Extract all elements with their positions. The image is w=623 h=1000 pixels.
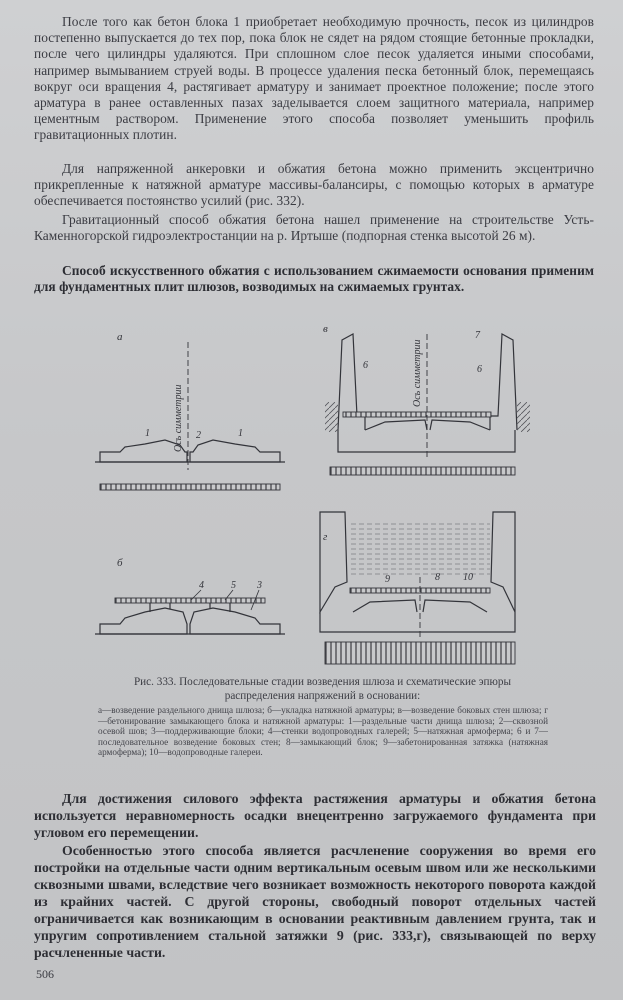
paragraph-4: Способ искусственного обжатия с использованием сжимаемости основания применим для фундаментных плит шлюзов, возводимых на сжимаемых грунтах. xyxy=(34,263,594,295)
panel-g xyxy=(320,512,515,664)
lock-construction-diagram xyxy=(95,312,535,672)
svg-text:9: 9 xyxy=(385,574,390,585)
svg-text:10: 10 xyxy=(463,572,473,583)
svg-text:6: 6 xyxy=(477,364,482,375)
panel-label-b: б xyxy=(117,557,123,569)
paragraph-1: После того как бетон блока 1 приобретает необходимую прочность, песок из цилиндров постепенно выпускается до тех пор, пока блок не сядет на рядом стоящие бетонные прокладки, после чего цилиндры удаляются. При сплошном слое песок удаляется иными способами, например вымыванием струей воды. В процессе удаления песка бетонный блок, перемещаясь вокруг оси вращения 4, растягивает арматуру и занимает проектное положение; после этого арматура в ранее оставленных пазах заделывается слоем защитного материала, например цементным раствором. Применение этого способа позволяет уменьшить профиль гравитационных плотин. xyxy=(34,14,594,143)
svg-text:2: 2 xyxy=(196,430,201,441)
svg-text:6: 6 xyxy=(363,360,368,371)
panel-label-a: а xyxy=(117,331,123,343)
axis-label-v: Ось симметрии xyxy=(412,339,423,407)
paragraph-2: Для напряженной анкеровки и обжатия бетона можно применить эксцентрично прикрепленные к натяжной арматуре массивы-балансиры, с помощью которых в арматуре обеспечивается постоянство усилий (рис. 332). xyxy=(34,161,594,209)
svg-text:8: 8 xyxy=(435,572,440,583)
paragraph-3: Гравитационный способ обжатия бетона нашел применение на строительстве Усть-Каменногорской гидроэлектростанции на р. Иртыше (подпорная стенка высотой 26 м). xyxy=(34,212,594,244)
figure-caption-legend: а—возведение раздельного днища шлюза; б—укладка натяжной арматуры; в—возведение боковых стен шлюза; г—бетонирование замыкающего блока и натяжной арматуры: 1—раздельные части днища шлюза; 2—сквозной осевой шов; 3—поддерживающие блоки; 4—стенки водопроводных галерей; 5—натяжная армоферма; 6 и 7—последовательное возведение боковых стен; 8—замыкающий блок; 9—забетонированная затяжка (натяжная армоферма); 10—водопроводные галереи. xyxy=(98,705,548,758)
svg-text:7: 7 xyxy=(475,330,480,341)
panel-b xyxy=(95,557,285,634)
svg-text:1: 1 xyxy=(238,428,243,439)
panel-v xyxy=(323,323,530,475)
svg-text:4: 4 xyxy=(199,580,204,591)
panel-label-v: в xyxy=(323,323,328,335)
svg-text:3: 3 xyxy=(257,580,262,591)
paragraph-6: Особенностью этого способа является расчленение сооружения во время его постройки на отдельные части одним вертикальным осевым швом или же несколькими сквозными швами, вследствие чего возникает возможность некоторого поворота каждой из крайних частей. С другой стороны, свободный поворот отдельных частей ограничивается как возникающим в основании реактивным давлением грунта, так и упругим сопротивлением стальной затяжки 9 (рис. 333,г), связывающей по верху расчлененные части. xyxy=(34,843,596,960)
panel-label-g: г xyxy=(323,531,328,543)
axis-label-a: Ось симметрии xyxy=(173,384,184,452)
page-number: 506 xyxy=(36,967,54,981)
panel-a xyxy=(95,331,285,490)
svg-text:1: 1 xyxy=(145,428,150,439)
paragraph-5: Для достижения силового эффекта растяжения арматуры и обжатия бетона используется неравномерность осадки внецентренно загружаемого фундамента при угловом его перемещении. xyxy=(34,791,596,840)
figure-caption-title: Рис. 333. Последовательные стадии возведения шлюза и схематические эпюры распределения напряжений в основании: xyxy=(133,676,512,702)
figure-333 xyxy=(95,312,535,672)
svg-text:5: 5 xyxy=(231,580,236,591)
